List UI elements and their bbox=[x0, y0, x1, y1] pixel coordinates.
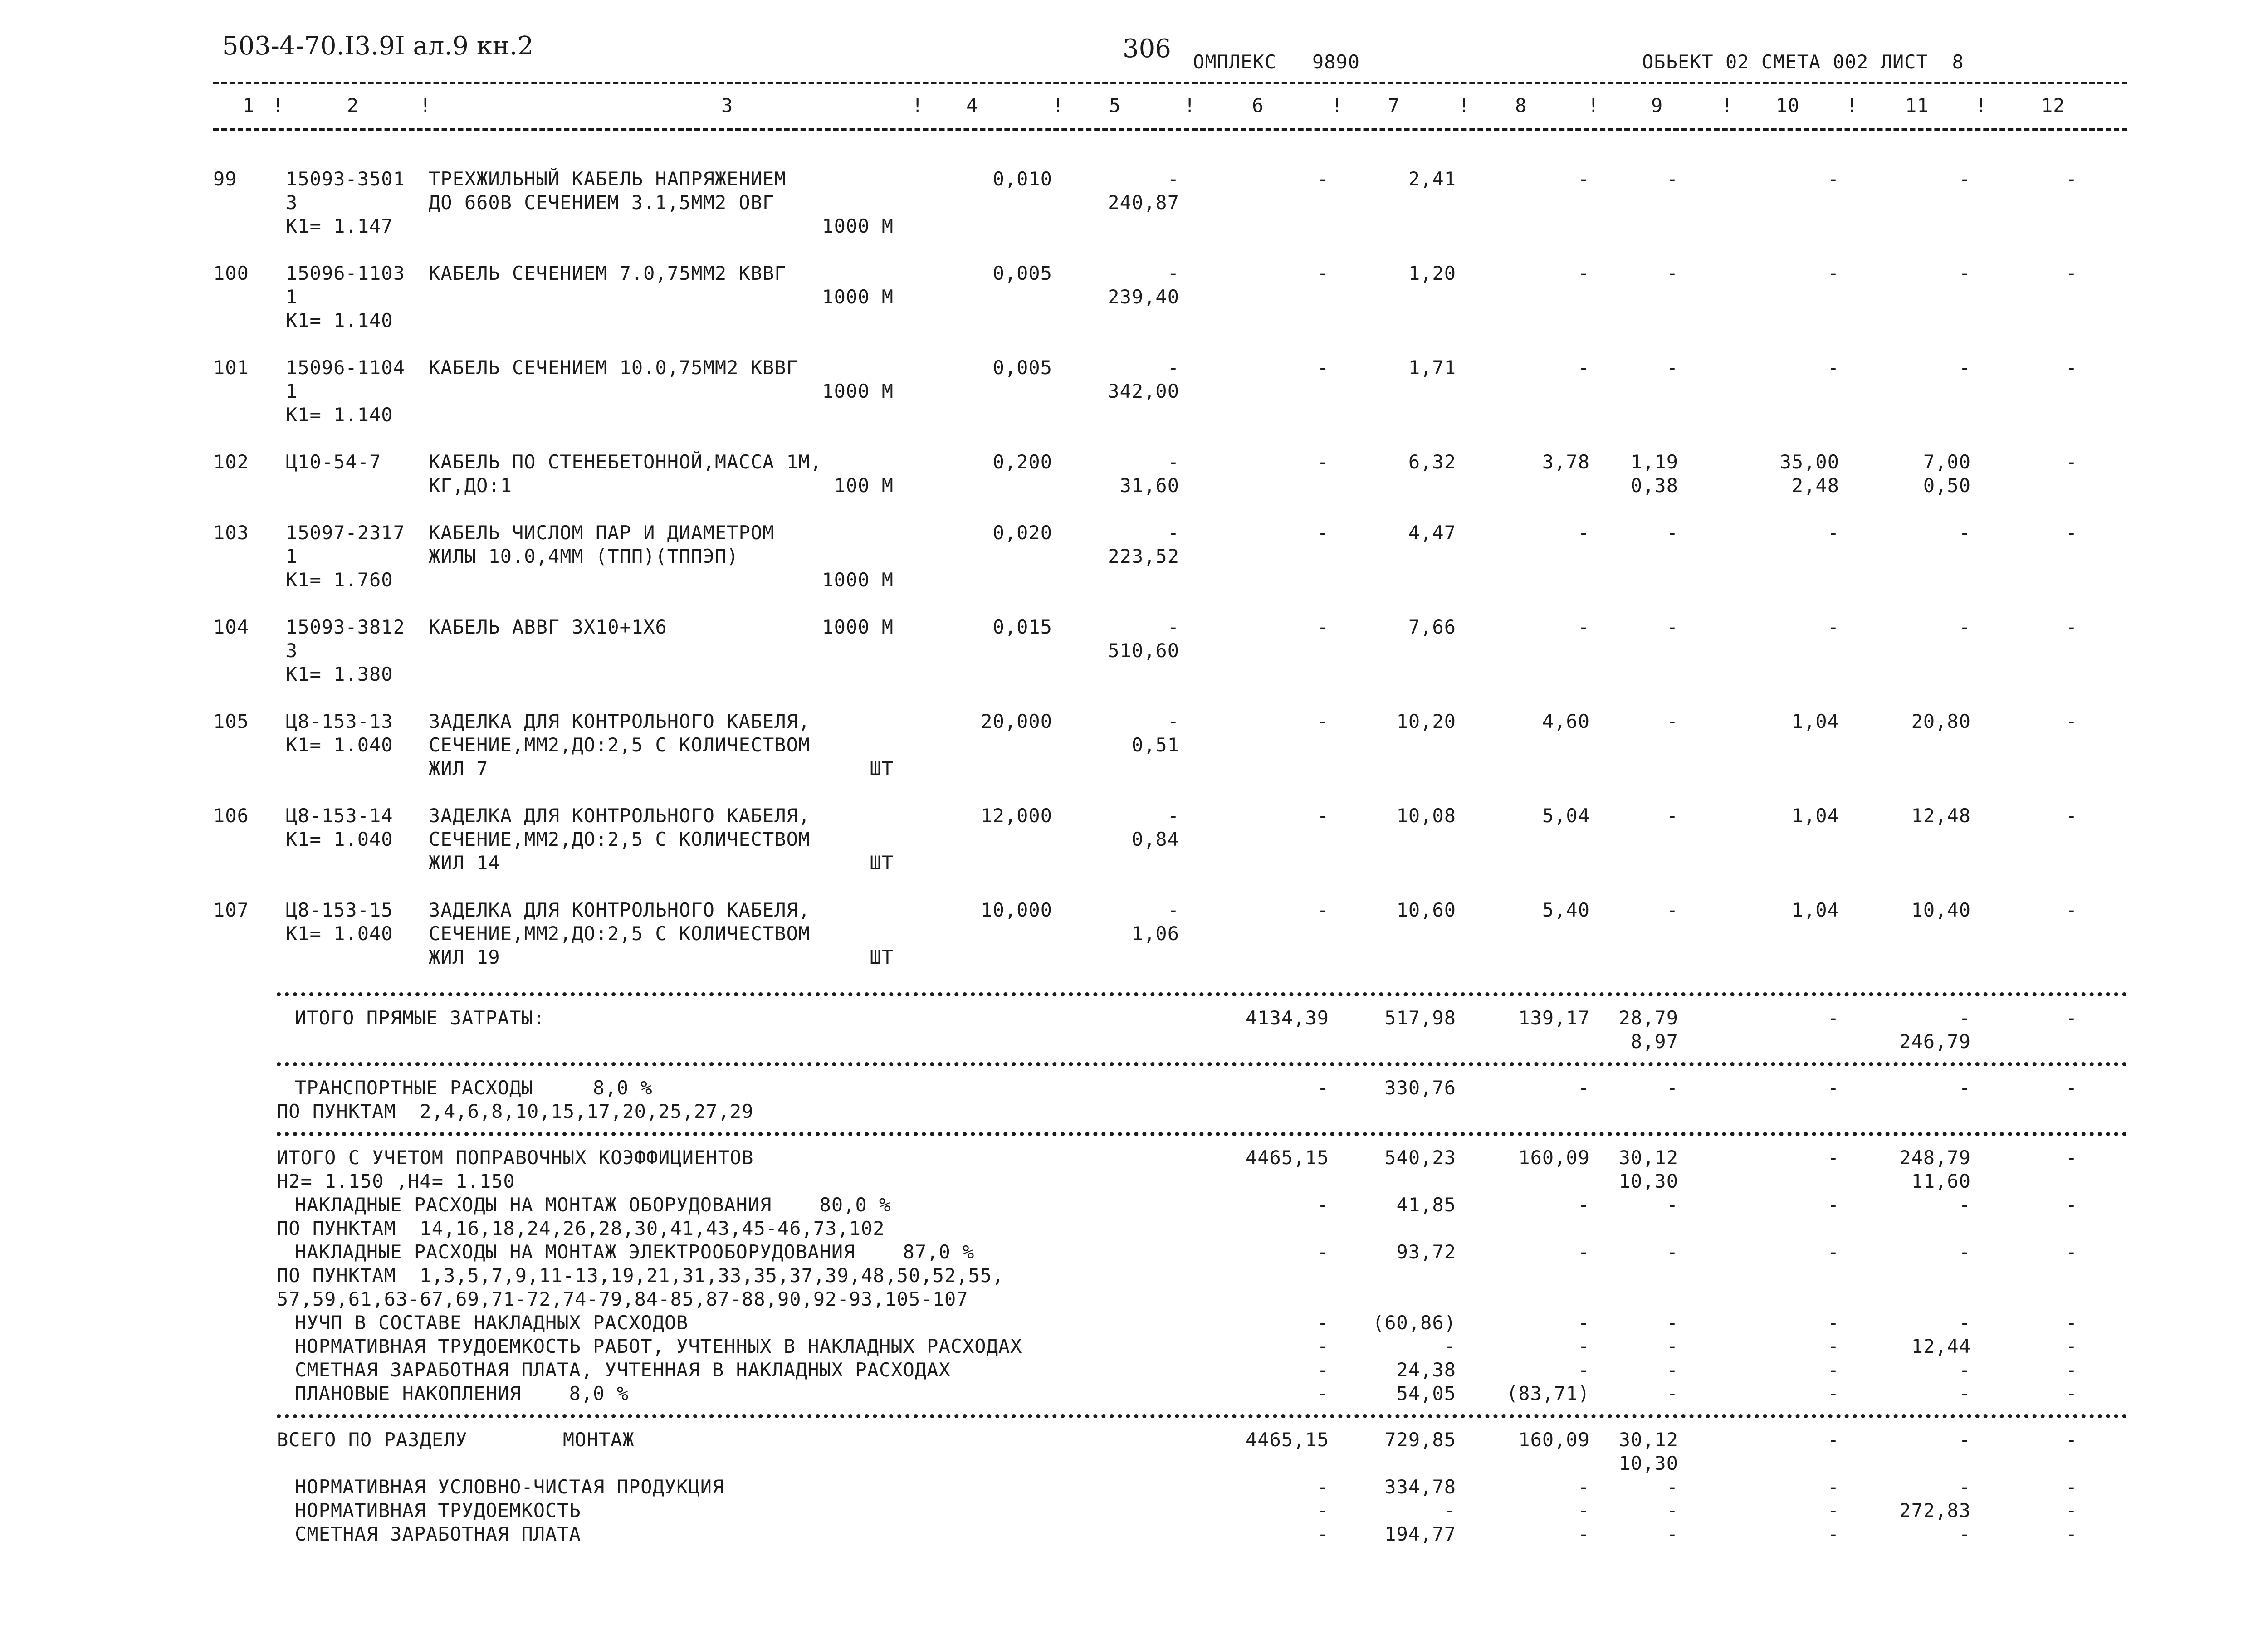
totals-cell-c7: - bbox=[1444, 1499, 1456, 1522]
totals-cell-c6: 4465,15 bbox=[1245, 1429, 1329, 1451]
totals-cell-c9: - bbox=[1666, 1476, 1678, 1498]
column-header-8: 8 bbox=[1515, 94, 1527, 117]
rate-code: К1= 1.147 bbox=[286, 215, 393, 237]
column-header-10: 10 bbox=[1776, 94, 1800, 117]
unit-of-measure: 1000 М bbox=[822, 286, 894, 308]
item-number: 104 bbox=[213, 616, 249, 638]
totals-cell-c9: - bbox=[1666, 1335, 1678, 1357]
totals-cell-c8: - bbox=[1578, 1194, 1590, 1216]
totals-cell-c12: - bbox=[2065, 1499, 2077, 1522]
cell-c10: 2,48 bbox=[1791, 474, 1839, 497]
cell-c10: - bbox=[1827, 262, 1839, 284]
cell-c9: - bbox=[1666, 805, 1678, 827]
cell-c9: - bbox=[1666, 356, 1678, 379]
section-dotted-rule bbox=[277, 1132, 2127, 1136]
cell-c12: - bbox=[2065, 168, 2077, 190]
page-number: 306 bbox=[1123, 34, 1171, 63]
rate-code: 15096-1104 bbox=[286, 356, 405, 379]
cell-c11: - bbox=[1959, 168, 1971, 190]
cell-c9: - bbox=[1666, 168, 1678, 190]
totals-cell-c6: - bbox=[1317, 1194, 1329, 1216]
cell-c12: - bbox=[2065, 710, 2077, 732]
work-description: КАБЕЛЬ ЧИСЛОМ ПАР И ДИАМЕТРОМ bbox=[429, 522, 775, 544]
cell-c6: - bbox=[1317, 451, 1329, 473]
totals-cell-c11: 246,79 bbox=[1899, 1030, 1971, 1053]
cell-c6: - bbox=[1317, 899, 1329, 921]
item-number: 107 bbox=[213, 899, 249, 921]
totals-cell-c8: (83,71) bbox=[1506, 1382, 1590, 1405]
totals-cell-c12: - bbox=[2065, 1194, 2077, 1216]
work-description: ЖИЛ 14 bbox=[429, 852, 500, 874]
cell-c7: 6,32 bbox=[1408, 451, 1456, 473]
cell-c5: - bbox=[1167, 899, 1179, 921]
column-separator: ! bbox=[420, 94, 432, 117]
cell-c8: 3,78 bbox=[1542, 451, 1590, 473]
totals-cell-c10: - bbox=[1827, 1476, 1839, 1498]
totals-label: НОРМАТИВНАЯ УСЛОВНО-ЧИСТАЯ ПРОДУКЦИЯ bbox=[295, 1476, 724, 1498]
cell-c7: 10,20 bbox=[1396, 710, 1456, 732]
rate-code: К1= 1.140 bbox=[286, 404, 393, 426]
cell-c4: 12,000 bbox=[981, 805, 1052, 827]
cell-c5: - bbox=[1167, 451, 1179, 473]
rate-code: 1 bbox=[286, 545, 298, 567]
totals-cell-c6: - bbox=[1317, 1077, 1329, 1099]
totals-cell-c10: - bbox=[1827, 1499, 1839, 1522]
totals-label: НУЧП В СОСТАВЕ НАКЛАДНЫХ РАСХОДОВ bbox=[295, 1312, 689, 1334]
totals-cell-c9: - bbox=[1666, 1241, 1678, 1263]
unit-of-measure: 100 М bbox=[834, 474, 894, 497]
totals-cell-c9: 30,12 bbox=[1618, 1429, 1678, 1451]
cell-c5: 223,52 bbox=[1108, 545, 1179, 567]
work-description: ЗАДЕЛКА ДЛЯ КОНТРОЛЬНОГО КАБЕЛЯ, bbox=[429, 805, 811, 827]
totals-cell-c9: - bbox=[1666, 1312, 1678, 1334]
totals-cell-c10: - bbox=[1827, 1077, 1839, 1099]
cell-c11: - bbox=[1959, 262, 1971, 284]
column-header-2: 2 bbox=[347, 94, 359, 117]
totals-label: ИТОГО С УЧЕТОМ ПОПРАВОЧНЫХ КОЭФФИЦИЕНТОВ bbox=[277, 1146, 754, 1169]
totals-cell-c10: - bbox=[1827, 1359, 1839, 1381]
totals-cell-c11: - bbox=[1959, 1523, 1971, 1545]
cell-c9: - bbox=[1666, 616, 1678, 638]
cell-c5: - bbox=[1167, 616, 1179, 638]
rate-code: Ц8-153-13 bbox=[286, 710, 393, 732]
totals-label: ПЛАНОВЫЕ НАКОПЛЕНИЯ 8,0 % bbox=[295, 1382, 629, 1405]
totals-cell-c12: - bbox=[2065, 1359, 2077, 1381]
column-separator: ! bbox=[1975, 94, 1988, 117]
cell-c10: - bbox=[1827, 522, 1839, 544]
totals-label: ПО ПУНКТАМ 2,4,6,8,10,15,17,20,25,27,29 bbox=[277, 1100, 754, 1122]
totals-cell-c6: - bbox=[1317, 1476, 1329, 1498]
unit-of-measure: 1000 М bbox=[822, 380, 894, 402]
totals-cell-c9: - bbox=[1666, 1194, 1678, 1216]
totals-label: 57,59,61,63-67,69,71-72,74-79,84-85,87-88,90,92-93,105-107 bbox=[277, 1288, 968, 1310]
work-description: СЕЧЕНИЕ,ММ2,ДО:2,5 С КОЛИЧЕСТВОМ bbox=[429, 734, 811, 756]
totals-cell-c11: - bbox=[1959, 1077, 1971, 1099]
totals-cell-c6: - bbox=[1317, 1382, 1329, 1405]
rate-code: Ц8-153-14 bbox=[286, 805, 393, 827]
cell-c7: 10,08 bbox=[1396, 805, 1456, 827]
cell-c12: - bbox=[2065, 899, 2077, 921]
rate-code: 15093-3812 bbox=[286, 616, 405, 638]
totals-cell-c12: - bbox=[2065, 1335, 2077, 1357]
totals-cell-c7: 330,76 bbox=[1384, 1077, 1456, 1099]
column-separator: ! bbox=[912, 94, 924, 117]
work-description: ЖИЛЫ 10.0,4ММ (ТПП)(ТППЭП) bbox=[429, 545, 739, 567]
totals-cell-c7: 334,78 bbox=[1384, 1476, 1456, 1498]
cell-c10: - bbox=[1827, 616, 1839, 638]
cell-c12: - bbox=[2065, 805, 2077, 827]
totals-label: ПО ПУНКТАМ 14,16,18,24,26,28,30,41,43,45-46,73,102 bbox=[277, 1217, 885, 1239]
unit-of-measure: ШТ bbox=[870, 852, 894, 874]
cell-c10: 1,04 bbox=[1791, 899, 1839, 921]
totals-cell-c12: - bbox=[2065, 1382, 2077, 1405]
cell-c7: 4,47 bbox=[1408, 522, 1456, 544]
totals-cell-c10: - bbox=[1827, 1007, 1839, 1029]
section-dotted-rule bbox=[277, 1062, 2127, 1066]
cell-c11: 0,50 bbox=[1923, 474, 1971, 497]
column-header-5: 5 bbox=[1109, 94, 1121, 117]
totals-cell-c11: - bbox=[1959, 1429, 1971, 1451]
cell-c10: - bbox=[1827, 168, 1839, 190]
unit-of-measure: ШТ bbox=[870, 757, 894, 780]
cell-c8: 5,04 bbox=[1542, 805, 1590, 827]
totals-cell-c12: - bbox=[2065, 1007, 2077, 1029]
cell-c8: - bbox=[1578, 168, 1590, 190]
column-separator: ! bbox=[1331, 94, 1344, 117]
column-separator: ! bbox=[1458, 94, 1471, 117]
totals-cell-c7: 54,05 bbox=[1396, 1382, 1456, 1405]
totals-cell-c9: 10,30 bbox=[1618, 1170, 1678, 1192]
cell-c5: 0,51 bbox=[1131, 734, 1179, 756]
column-header-7: 7 bbox=[1388, 94, 1400, 117]
totals-cell-c9: - bbox=[1666, 1382, 1678, 1405]
work-description: КАБЕЛЬ АВВГ 3Х10+1Х6 bbox=[429, 616, 667, 638]
totals-cell-c12: - bbox=[2065, 1146, 2077, 1169]
work-description: КГ,ДО:1 bbox=[429, 474, 513, 497]
cell-c5: 510,60 bbox=[1108, 639, 1179, 662]
cell-c11: - bbox=[1959, 616, 1971, 638]
totals-cell-c12: - bbox=[2065, 1241, 2077, 1263]
cell-c5: - bbox=[1167, 522, 1179, 544]
cell-c7: 1,20 bbox=[1408, 262, 1456, 284]
cell-c9: - bbox=[1666, 710, 1678, 732]
totals-cell-c11: - bbox=[1959, 1241, 1971, 1263]
totals-cell-c11: 11,60 bbox=[1911, 1170, 1971, 1192]
cell-c8: - bbox=[1578, 356, 1590, 379]
totals-label: ИТОГО ПРЯМЫЕ ЗАТРАТЫ: bbox=[295, 1007, 546, 1029]
totals-cell-c8: - bbox=[1578, 1359, 1590, 1381]
cell-c11: 10,40 bbox=[1911, 899, 1971, 921]
work-description: СЕЧЕНИЕ,ММ2,ДО:2,5 С КОЛИЧЕСТВОМ bbox=[429, 828, 811, 850]
work-description: ЖИЛ 19 bbox=[429, 946, 500, 968]
cell-c8: 4,60 bbox=[1542, 710, 1590, 732]
complex-label: ОМПЛЕКС 9890 bbox=[1193, 51, 1360, 73]
totals-cell-c12: - bbox=[2065, 1429, 2077, 1451]
totals-label: ПО ПУНКТАМ 1,3,5,7,9,11-13,19,21,31,33,35,37,39,48,50,52,55, bbox=[277, 1264, 1004, 1287]
column-separator: ! bbox=[1721, 94, 1734, 117]
column-header-3: 3 bbox=[721, 94, 733, 117]
cell-c6: - bbox=[1317, 616, 1329, 638]
column-separator: ! bbox=[1846, 94, 1858, 117]
totals-label: СМЕТНАЯ ЗАРАБОТНАЯ ПЛАТА, УЧТЕННАЯ В НАКЛАДНЫХ РАСХОДАХ bbox=[295, 1359, 951, 1381]
totals-cell-c8: - bbox=[1578, 1077, 1590, 1099]
rate-code: К1= 1.040 bbox=[286, 734, 393, 756]
cell-c12: - bbox=[2065, 522, 2077, 544]
totals-cell-c6: - bbox=[1317, 1499, 1329, 1522]
totals-cell-c8: 139,17 bbox=[1518, 1007, 1590, 1029]
totals-cell-c6: - bbox=[1317, 1241, 1329, 1263]
rate-code: К1= 1.760 bbox=[286, 569, 393, 591]
totals-cell-c12: - bbox=[2065, 1476, 2077, 1498]
section-dotted-rule bbox=[277, 992, 2127, 996]
item-number: 102 bbox=[213, 451, 249, 473]
rate-code: 15096-1103 bbox=[286, 262, 405, 284]
totals-cell-c7: 517,98 bbox=[1384, 1007, 1456, 1029]
document-code: 503-4-70.I3.9I ал.9 кн.2 bbox=[222, 31, 534, 61]
cell-c6: - bbox=[1317, 710, 1329, 732]
cell-c9: - bbox=[1666, 262, 1678, 284]
rate-code: К1= 1.040 bbox=[286, 828, 393, 850]
totals-cell-c6: - bbox=[1317, 1523, 1329, 1545]
totals-cell-c11: 12,44 bbox=[1911, 1335, 1971, 1357]
totals-cell-c10: - bbox=[1827, 1523, 1839, 1545]
totals-cell-c12: - bbox=[2065, 1312, 2077, 1334]
rate-code: 3 bbox=[286, 191, 298, 214]
cell-c9: - bbox=[1666, 522, 1678, 544]
totals-cell-c6: 4134,39 bbox=[1245, 1007, 1329, 1029]
cell-c12: - bbox=[2065, 616, 2077, 638]
totals-cell-c9: - bbox=[1666, 1359, 1678, 1381]
cell-c6: - bbox=[1317, 805, 1329, 827]
cell-c5: - bbox=[1167, 262, 1179, 284]
cell-c10: - bbox=[1827, 356, 1839, 379]
item-number: 99 bbox=[213, 168, 237, 190]
totals-cell-c7: 540,23 bbox=[1384, 1146, 1456, 1169]
cell-c5: 0,84 bbox=[1131, 828, 1179, 850]
totals-cell-c8: 160,09 bbox=[1518, 1429, 1590, 1451]
totals-cell-c9: - bbox=[1666, 1499, 1678, 1522]
column-header-6: 6 bbox=[1252, 94, 1264, 117]
rate-code: Ц8-153-15 bbox=[286, 899, 393, 921]
item-number: 101 bbox=[213, 356, 249, 379]
cell-c4: 0,200 bbox=[992, 451, 1052, 473]
rate-code: 15093-3501 bbox=[286, 168, 405, 190]
work-description: ЗАДЕЛКА ДЛЯ КОНТРОЛЬНОГО КАБЕЛЯ, bbox=[429, 899, 811, 921]
rate-code: 3 bbox=[286, 639, 298, 662]
totals-cell-c10: - bbox=[1827, 1194, 1839, 1216]
totals-cell-c10: - bbox=[1827, 1335, 1839, 1357]
totals-label: НАКЛАДНЫЕ РАСХОДЫ НА МОНТАЖ ЭЛЕКТРООБОРУДОВАНИЯ 87,0 % bbox=[295, 1241, 975, 1263]
work-description: КАБЕЛЬ СЕЧЕНИЕМ 7.0,75ММ2 КВВГ bbox=[429, 262, 787, 284]
cell-c11: 12,48 bbox=[1911, 805, 1971, 827]
totals-cell-c11: - bbox=[1959, 1312, 1971, 1334]
totals-cell-c11: - bbox=[1959, 1007, 1971, 1029]
cell-c5: 240,87 bbox=[1108, 191, 1179, 214]
header-rule-bottom bbox=[213, 128, 2127, 131]
cell-c5: 342,00 bbox=[1108, 380, 1179, 402]
item-number: 100 bbox=[213, 262, 249, 284]
totals-cell-c10: - bbox=[1827, 1241, 1839, 1263]
cell-c12: - bbox=[2065, 451, 2077, 473]
cell-c5: - bbox=[1167, 710, 1179, 732]
totals-label: НАКЛАДНЫЕ РАСХОДЫ НА МОНТАЖ ОБОРУДОВАНИЯ 80,0 % bbox=[295, 1194, 891, 1216]
cell-c9: 0,38 bbox=[1630, 474, 1678, 497]
unit-of-measure: 1000 М bbox=[822, 616, 894, 638]
cell-c4: 0,015 bbox=[992, 616, 1052, 638]
totals-cell-c11: 248,79 bbox=[1899, 1146, 1971, 1169]
column-header-11: 11 bbox=[1905, 94, 1929, 117]
totals-cell-c8: - bbox=[1578, 1523, 1590, 1545]
totals-label: СМЕТНАЯ ЗАРАБОТНАЯ ПЛАТА bbox=[295, 1523, 581, 1545]
totals-cell-c11: - bbox=[1959, 1359, 1971, 1381]
work-description: СЕЧЕНИЕ,ММ2,ДО:2,5 С КОЛИЧЕСТВОМ bbox=[429, 922, 811, 945]
cell-c9: - bbox=[1666, 899, 1678, 921]
totals-cell-c7: 194,77 bbox=[1384, 1523, 1456, 1545]
column-separator: ! bbox=[1588, 94, 1600, 117]
cell-c8: - bbox=[1578, 262, 1590, 284]
totals-cell-c8: - bbox=[1578, 1499, 1590, 1522]
cell-c11: - bbox=[1959, 522, 1971, 544]
cell-c12: - bbox=[2065, 262, 2077, 284]
cell-c4: 0,005 bbox=[992, 356, 1052, 379]
rate-code: К1= 1.380 bbox=[286, 663, 393, 685]
totals-cell-c6: 4465,15 bbox=[1245, 1146, 1329, 1169]
column-header-4: 4 bbox=[966, 94, 978, 117]
work-description: КАБЕЛЬ СЕЧЕНИЕМ 10.0,75ММ2 КВВГ bbox=[429, 356, 798, 379]
item-number: 103 bbox=[213, 522, 249, 544]
item-number: 105 bbox=[213, 710, 249, 732]
column-header-1: 1 bbox=[243, 94, 255, 117]
totals-label: Н2= 1.150 ,Н4= 1.150 bbox=[277, 1170, 515, 1192]
totals-cell-c9: 28,79 bbox=[1618, 1007, 1678, 1029]
totals-cell-c12: - bbox=[2065, 1077, 2077, 1099]
work-description: ЖИЛ 7 bbox=[429, 757, 489, 780]
totals-cell-c8: - bbox=[1578, 1335, 1590, 1357]
rate-code: К1= 1.140 bbox=[286, 309, 393, 332]
totals-cell-c6: - bbox=[1317, 1359, 1329, 1381]
totals-cell-c7: (60,86) bbox=[1372, 1312, 1456, 1334]
cell-c5: 31,60 bbox=[1119, 474, 1179, 497]
totals-cell-c6: - bbox=[1317, 1312, 1329, 1334]
cell-c5: 1,06 bbox=[1131, 922, 1179, 945]
cell-c9: 1,19 bbox=[1630, 451, 1678, 473]
cell-c5: 239,40 bbox=[1108, 286, 1179, 308]
totals-cell-c9: 8,97 bbox=[1630, 1030, 1678, 1053]
totals-cell-c11: - bbox=[1959, 1194, 1971, 1216]
totals-label: НОРМАТИВНАЯ ТРУДОЕМКОСТЬ РАБОТ, УЧТЕННЫХ В НАКЛАДНЫХ РАСХОДАХ bbox=[295, 1335, 1022, 1357]
column-header-9: 9 bbox=[1651, 94, 1663, 117]
cell-c6: - bbox=[1317, 522, 1329, 544]
cell-c4: 0,020 bbox=[992, 522, 1052, 544]
totals-cell-c8: - bbox=[1578, 1241, 1590, 1263]
totals-cell-c7: 41,85 bbox=[1396, 1194, 1456, 1216]
cell-c10: 35,00 bbox=[1779, 451, 1839, 473]
cell-c4: 0,010 bbox=[992, 168, 1052, 190]
totals-cell-c7: - bbox=[1444, 1335, 1456, 1357]
cell-c4: 10,000 bbox=[981, 899, 1052, 921]
rate-code: 1 bbox=[286, 380, 298, 402]
totals-cell-c10: - bbox=[1827, 1382, 1839, 1405]
work-description: ТРЕХЖИЛЬНЫЙ КАБЕЛЬ НАПРЯЖЕНИЕМ bbox=[429, 168, 787, 190]
column-header-12: 12 bbox=[2041, 94, 2065, 117]
cell-c5: - bbox=[1167, 805, 1179, 827]
totals-cell-c8: 160,09 bbox=[1518, 1146, 1590, 1169]
work-description: ЗАДЕЛКА ДЛЯ КОНТРОЛЬНОГО КАБЕЛЯ, bbox=[429, 710, 811, 732]
totals-cell-c12: - bbox=[2065, 1523, 2077, 1545]
totals-label: ВСЕГО ПО РАЗДЕЛУ МОНТАЖ bbox=[277, 1429, 635, 1451]
totals-cell-c10: - bbox=[1827, 1146, 1839, 1169]
cell-c8: - bbox=[1578, 616, 1590, 638]
totals-cell-c6: - bbox=[1317, 1335, 1329, 1357]
totals-cell-c8: - bbox=[1578, 1312, 1590, 1334]
totals-cell-c11: - bbox=[1959, 1382, 1971, 1405]
cell-c7: 2,41 bbox=[1408, 168, 1456, 190]
totals-cell-c9: - bbox=[1666, 1077, 1678, 1099]
header-rule-top bbox=[213, 82, 2127, 84]
cell-c7: 1,71 bbox=[1408, 356, 1456, 379]
totals-cell-c7: 729,85 bbox=[1384, 1429, 1456, 1451]
cell-c11: 20,80 bbox=[1911, 710, 1971, 732]
rate-code: 15097-2317 bbox=[286, 522, 405, 544]
cell-c4: 0,005 bbox=[992, 262, 1052, 284]
cell-c8: 5,40 bbox=[1542, 899, 1590, 921]
cell-c7: 10,60 bbox=[1396, 899, 1456, 921]
totals-cell-c7: 24,38 bbox=[1396, 1359, 1456, 1381]
cell-c5: - bbox=[1167, 168, 1179, 190]
column-separator: ! bbox=[1184, 94, 1196, 117]
cell-c8: - bbox=[1578, 522, 1590, 544]
unit-of-measure: 1000 М bbox=[822, 569, 894, 591]
item-number: 106 bbox=[213, 805, 249, 827]
rate-code: К1= 1.040 bbox=[286, 922, 393, 945]
column-separator: ! bbox=[1052, 94, 1065, 117]
cell-c11: 7,00 bbox=[1923, 451, 1971, 473]
object-estimate-sheet-label: ОБЬЕКТ 02 СМЕТА 002 ЛИСТ 8 bbox=[1642, 51, 1964, 73]
unit-of-measure: ШТ bbox=[870, 946, 894, 968]
totals-cell-c11: - bbox=[1959, 1476, 1971, 1498]
cell-c5: - bbox=[1167, 356, 1179, 379]
totals-cell-c9: 30,12 bbox=[1618, 1146, 1678, 1169]
totals-cell-c10: - bbox=[1827, 1312, 1839, 1334]
cell-c12: - bbox=[2065, 356, 2077, 379]
totals-cell-c7: 93,72 bbox=[1396, 1241, 1456, 1263]
unit-of-measure: 1000 М bbox=[822, 215, 894, 237]
work-description: ДО 660В СЕЧЕНИЕМ 3.1,5ММ2 ОВГ bbox=[429, 191, 775, 214]
cell-c6: - bbox=[1317, 168, 1329, 190]
rate-code: 1 bbox=[286, 286, 298, 308]
totals-cell-c9: - bbox=[1666, 1523, 1678, 1545]
cell-c6: - bbox=[1317, 356, 1329, 379]
totals-label: ТРАНСПОРТНЫЕ РАСХОДЫ 8,0 % bbox=[295, 1077, 653, 1099]
cell-c7: 7,66 bbox=[1408, 616, 1456, 638]
cell-c11: - bbox=[1959, 356, 1971, 379]
work-description: КАБЕЛЬ ПО СТЕНЕБЕТОННОЙ,МАССА 1М, bbox=[429, 451, 822, 473]
cell-c4: 20,000 bbox=[981, 710, 1052, 732]
cell-c6: - bbox=[1317, 262, 1329, 284]
totals-cell-c8: - bbox=[1578, 1476, 1590, 1498]
cell-c10: 1,04 bbox=[1791, 805, 1839, 827]
totals-label: НОРМАТИВНАЯ ТРУДОЕМКОСТЬ bbox=[295, 1499, 581, 1522]
totals-cell-c9: 10,30 bbox=[1618, 1452, 1678, 1474]
rate-code: Ц10-54-7 bbox=[286, 451, 381, 473]
totals-cell-c10: - bbox=[1827, 1429, 1839, 1451]
cell-c10: 1,04 bbox=[1791, 710, 1839, 732]
section-dotted-rule bbox=[277, 1414, 2127, 1418]
column-separator: ! bbox=[272, 94, 284, 117]
totals-cell-c11: 272,83 bbox=[1899, 1499, 1971, 1522]
